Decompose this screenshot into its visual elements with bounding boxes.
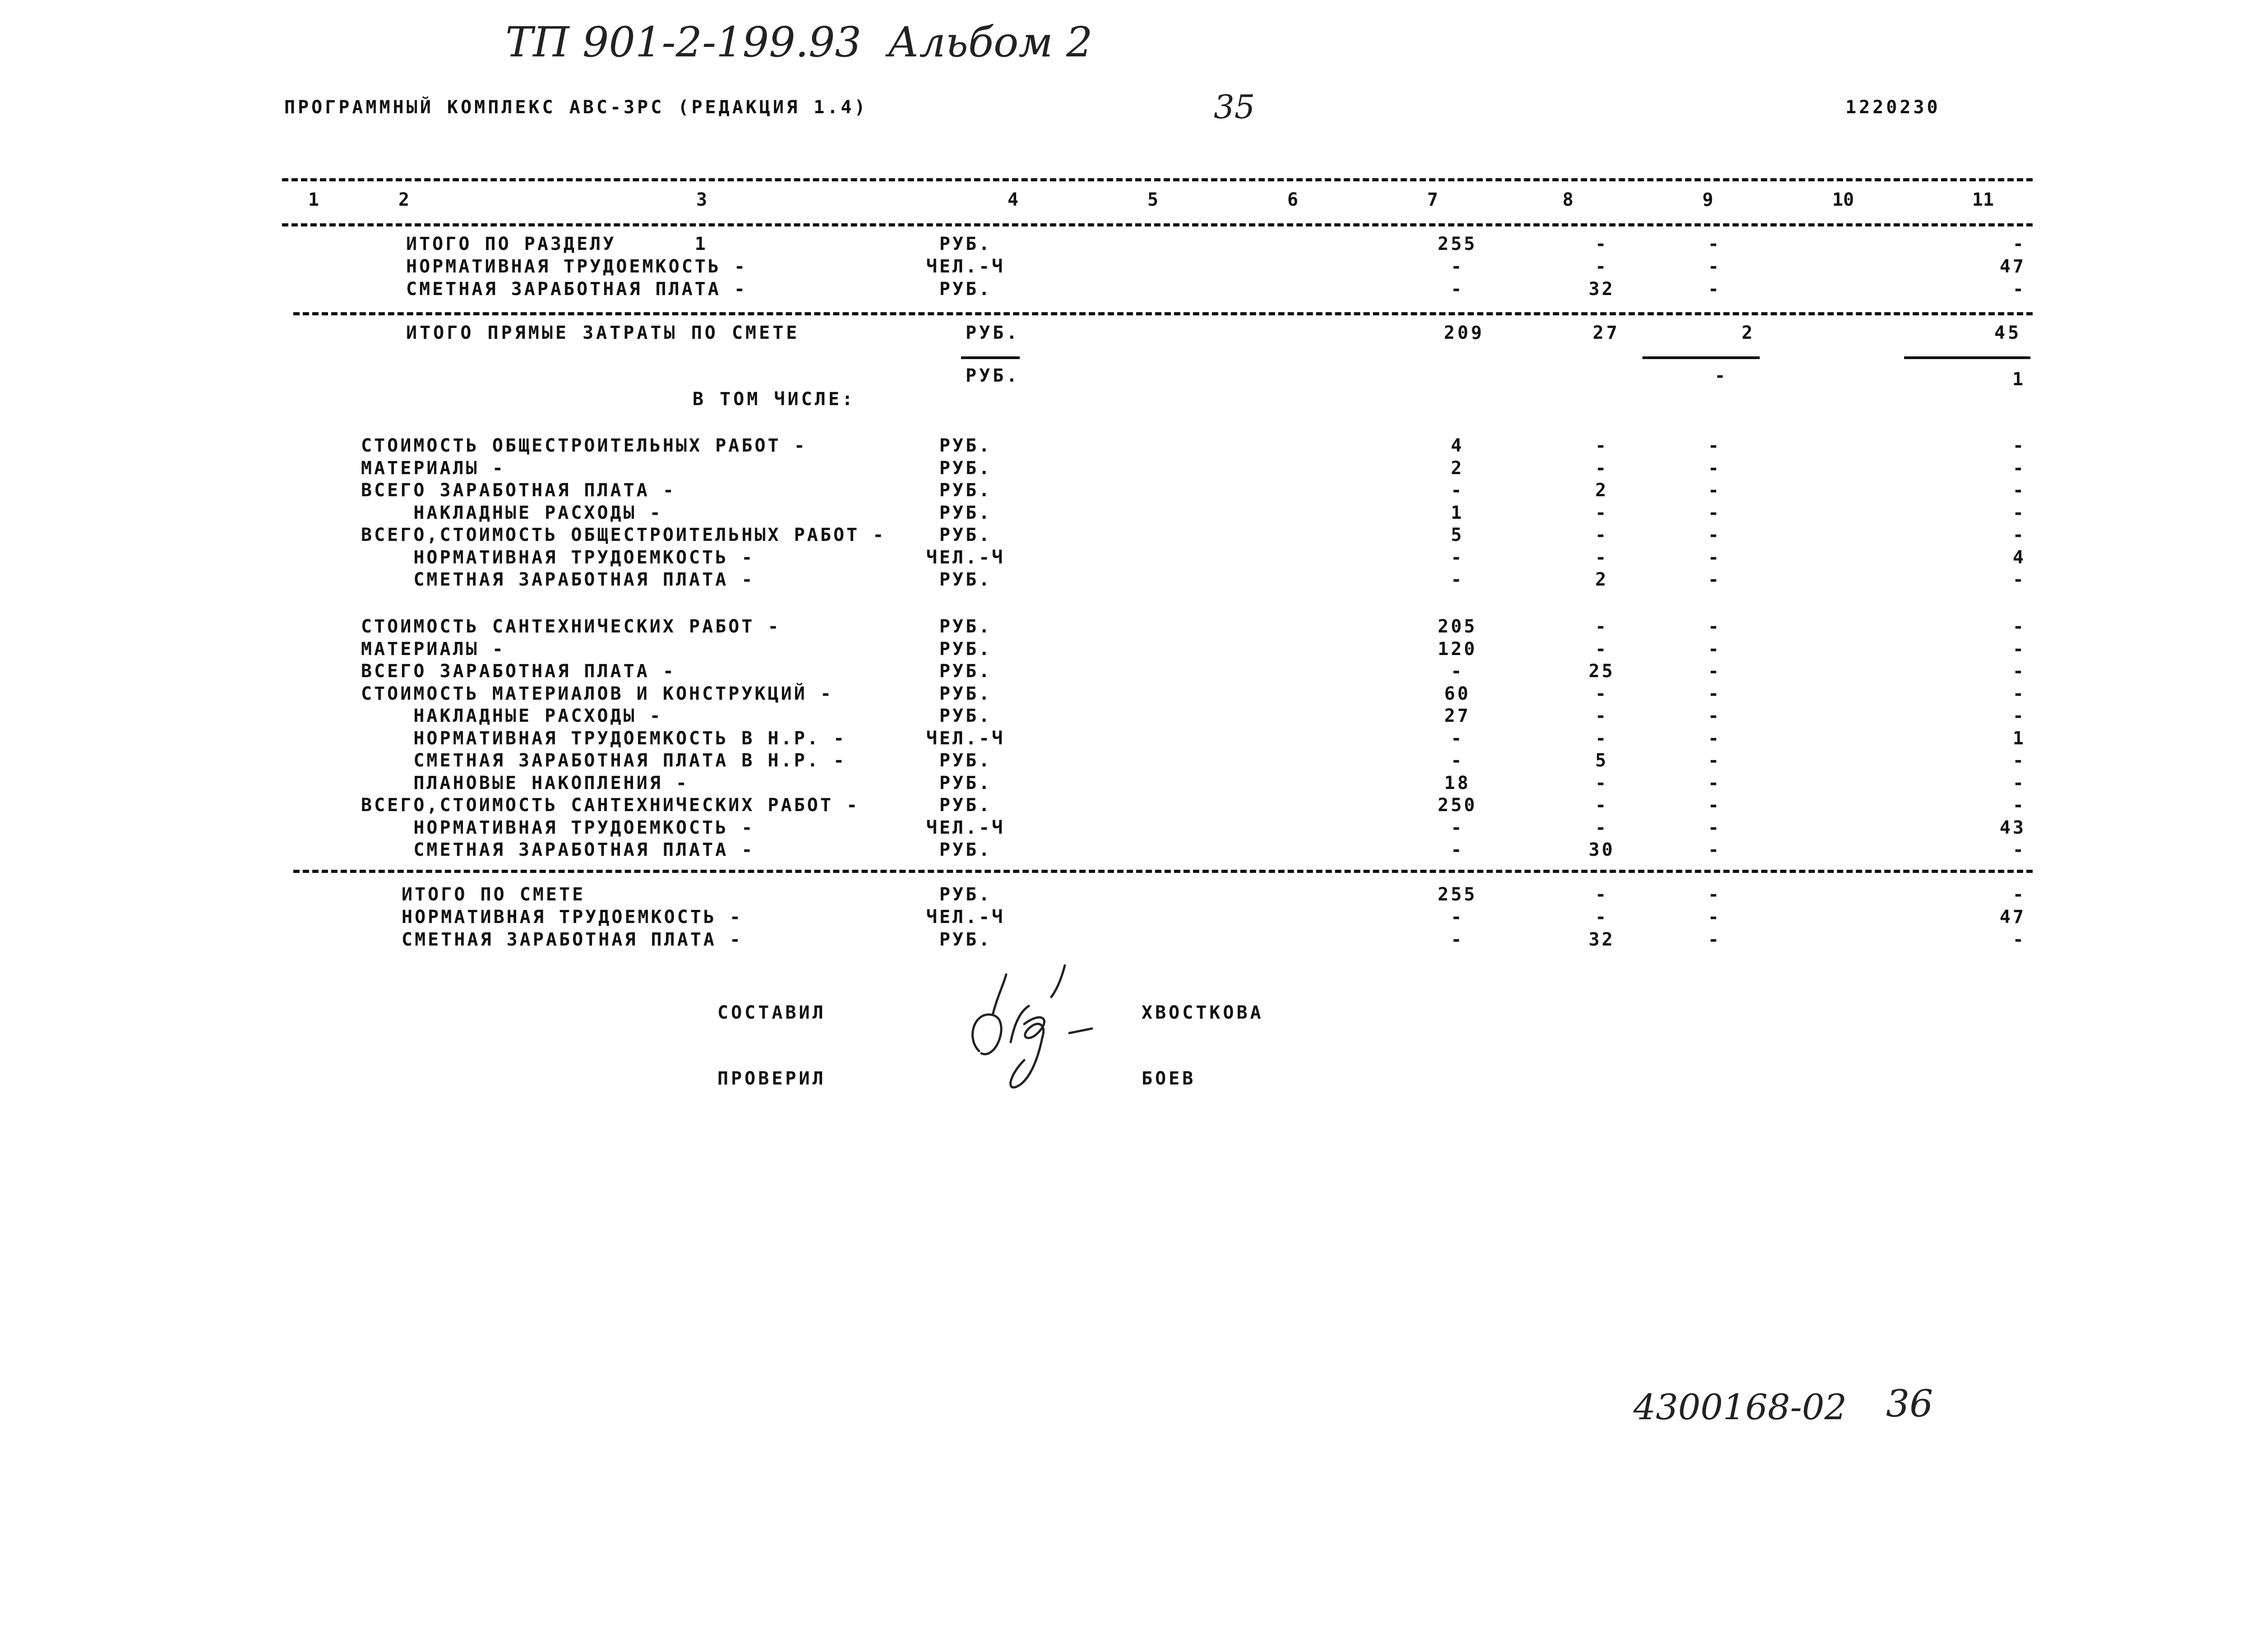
cell-c9: - (1708, 457, 1721, 479)
cell-label: ИТОГО ПО РАЗДЕЛУ 1 (406, 234, 708, 254)
cell-label: ИТОГО ПО СМЕТЕ (402, 884, 586, 905)
cell-c9: - (1708, 728, 1721, 749)
cell-c9: - (1708, 234, 1721, 254)
direct-costs-unit: РУБ. (966, 323, 1020, 343)
cell-c9: - (1708, 750, 1721, 771)
column-header-9: 9 (1702, 189, 1714, 210)
cell-unit: РУБ. (939, 435, 992, 456)
cell-c9: - (1708, 256, 1721, 277)
cell-label: ПЛАНОВЫЕ НАКОПЛЕНИЯ - (361, 772, 689, 794)
checked-name: БОЕВ (1142, 1068, 1196, 1089)
cell-label: ВСЕГО,СТОИМОСТЬ САНТЕХНИЧЕСКИХ РАБОТ - (361, 795, 860, 816)
cell-c8: - (1595, 435, 1609, 456)
cell-c8: - (1595, 795, 1609, 816)
cell-unit: РУБ. (939, 706, 992, 726)
table-row (0, 639, 2256, 661)
cell-c7: - (1451, 907, 1464, 928)
cell-label: СТОИМОСТЬ МАТЕРИАЛОВ И КОНСТРУКЦИЙ - (361, 683, 833, 704)
cell-c7: 4 (1451, 435, 1464, 456)
cell-c11: - (2012, 457, 2026, 479)
cell-c7: - (1451, 279, 1464, 300)
cell-c7: 60 (1444, 683, 1471, 704)
cell-c9: - (1708, 435, 1721, 456)
cell-c8: - (1595, 772, 1609, 794)
cell-c11: 47 (1999, 256, 2026, 277)
handwritten-signature (961, 956, 1114, 1092)
cell-unit: РУБ. (939, 638, 992, 660)
column-header-10: 10 (1832, 189, 1854, 210)
direct-costs-c11: 45 (1994, 323, 2022, 343)
cell-unit: РУБ. (939, 795, 992, 816)
cell-c9: - (1708, 907, 1721, 928)
cell-c11: - (2012, 884, 2026, 905)
cell-c7: - (1451, 661, 1464, 682)
document-code: 1220230 (1845, 97, 1941, 118)
cell-c8: - (1595, 525, 1609, 545)
cell-c11: - (2012, 279, 2026, 300)
cell-c7: - (1451, 569, 1464, 590)
table-row (0, 683, 2256, 706)
cell-label: МАТЕРИАЛЫ - (361, 638, 505, 660)
cell-label: ВСЕГО ЗАРАБОТНАЯ ПЛАТА - (361, 661, 676, 682)
cell-c9: - (1708, 840, 1721, 860)
column-header-8: 8 (1562, 189, 1574, 210)
cell-c9: - (1708, 795, 1721, 816)
cell-label: ВСЕГО,СТОИМОСТЬ ОБЩЕСТРОИТЕЛЬНЫХ РАБОТ - (361, 525, 886, 545)
table-row (0, 547, 2256, 570)
unit-underline (961, 356, 1020, 359)
cell-c11: - (2012, 502, 2026, 523)
cell-unit: РУБ. (939, 772, 992, 794)
cell-unit: РУБ. (939, 279, 992, 300)
cell-unit: РУБ. (939, 840, 992, 860)
program-name: ПРОГРАММНЫЙ КОМПЛЕКС АВС-ЗРС (РЕДАКЦИЯ 1.4) (284, 97, 868, 118)
cell-unit: ЧЕЛ.-Ч (926, 907, 1005, 928)
cell-c7: 27 (1444, 706, 1471, 726)
cell-c9: - (1708, 480, 1721, 501)
cell-c11: - (2012, 750, 2026, 771)
table-row (0, 256, 2256, 279)
table-row (0, 569, 2256, 592)
cell-c8: - (1595, 457, 1609, 479)
cell-c9: - (1708, 884, 1721, 905)
page-number: 35 (1214, 88, 1255, 126)
cell-unit: РУБ. (939, 683, 992, 704)
cell-c7: 1 (1451, 502, 1464, 523)
cell-c11: - (2012, 525, 2026, 545)
direct-costs-c7: 209 (1444, 323, 1485, 343)
cell-c9: - (1708, 279, 1721, 300)
cell-c9: - (1708, 638, 1721, 660)
cell-label: НОРМАТИВНАЯ ТРУДОЕМКОСТЬ - (361, 547, 755, 568)
table-row (0, 795, 2256, 817)
table-row (0, 840, 2256, 862)
col9-underline (1642, 356, 1760, 359)
cell-c11: - (2012, 569, 2026, 590)
cell-c8: - (1595, 234, 1609, 254)
cell-label: НОРМАТИВНАЯ ТРУДОЕМКОСТЬ - (402, 907, 743, 928)
cell-c7: - (1451, 547, 1464, 568)
direct-costs-label: ИТОГО ПРЯМЫЕ ЗАТРАТЫ ПО СМЕТЕ (406, 323, 800, 343)
table-row (0, 458, 2256, 480)
cell-unit: РУБ. (939, 661, 992, 682)
cell-c11: - (2012, 638, 2026, 660)
column-header-11: 11 (1972, 189, 1994, 210)
handwritten-inventory-code: 4300168-02 (1633, 1387, 1847, 1428)
column-header-7: 7 (1427, 189, 1438, 210)
cell-c9: - (1708, 929, 1721, 950)
cell-c7: 205 (1438, 616, 1477, 637)
cell-c9: - (1708, 525, 1721, 545)
direct-costs-unit-2: РУБ. (966, 365, 1020, 386)
cell-c9: - (1708, 772, 1721, 794)
cell-c8: - (1595, 706, 1609, 726)
cell-c11: 1 (2012, 728, 2026, 749)
cell-c8: 5 (1595, 750, 1609, 771)
table-row (0, 773, 2256, 795)
table-row (0, 279, 2256, 301)
cell-c11: - (2012, 929, 2026, 950)
cell-c7: - (1451, 728, 1464, 749)
table-row (0, 884, 2256, 907)
cell-c7: - (1451, 480, 1464, 501)
cell-unit: ЧЕЛ.-Ч (926, 547, 1005, 568)
cell-unit: РУБ. (939, 569, 992, 590)
cell-c11: - (2012, 661, 2026, 682)
cell-c8: - (1595, 884, 1609, 905)
table-row (0, 750, 2256, 773)
cell-label: МАТЕРИАЛЫ - (361, 457, 505, 479)
cell-c8: - (1595, 817, 1609, 838)
cell-label: СМЕТНАЯ ЗАРАБОТНАЯ ПЛАТА - (406, 279, 748, 300)
cell-c8: - (1595, 256, 1609, 277)
cell-unit: РУБ. (939, 480, 992, 501)
table-row (0, 503, 2256, 525)
cell-label: СМЕТНАЯ ЗАРАБОТНАЯ ПЛАТА - (361, 569, 755, 590)
table-row (0, 480, 2256, 503)
section-totals-rule (293, 312, 2033, 315)
column-header-1: 1 (308, 189, 319, 210)
cell-c9: - (1708, 683, 1721, 704)
direct-costs-c9-2: - (1715, 365, 1729, 386)
cell-label: СТОИМОСТЬ САНТЕХНИЧЕСКИХ РАБОТ - (361, 616, 781, 637)
table-row (0, 525, 2256, 547)
cell-unit: РУБ. (939, 884, 992, 905)
direct-costs-c11-2: 1 (2012, 369, 2026, 390)
cell-c11: - (2012, 234, 2026, 254)
cell-c9: - (1708, 706, 1721, 726)
cell-c8: - (1595, 907, 1609, 928)
table-row (0, 234, 2256, 256)
cell-c11: 4 (2012, 547, 2026, 568)
column-header-2: 2 (398, 189, 410, 210)
cell-c11: - (2012, 683, 2026, 704)
column-header-5: 5 (1147, 189, 1159, 210)
cell-label: НАКЛАДНЫЕ РАСХОДЫ - (361, 502, 663, 523)
cell-c8: 2 (1595, 480, 1609, 501)
cell-c8: 32 (1588, 929, 1615, 950)
cell-label: НАКЛАДНЫЕ РАСХОДЫ - (361, 706, 663, 726)
table-row (0, 616, 2256, 639)
cell-unit: РУБ. (939, 234, 992, 254)
cell-c11: - (2012, 840, 2026, 860)
cell-c8: 2 (1595, 569, 1609, 590)
cell-label: ВСЕГО ЗАРАБОТНАЯ ПЛАТА - (361, 480, 676, 501)
cell-label: СМЕТНАЯ ЗАРАБОТНАЯ ПЛАТА В Н.Р. - (361, 750, 847, 771)
cell-c11: - (2012, 480, 2026, 501)
cell-unit: ЧЕЛ.-Ч (926, 728, 1005, 749)
cell-c7: - (1451, 750, 1464, 771)
cell-c11: - (2012, 772, 2026, 794)
cell-label: СТОИМОСТЬ ОБЩЕСТРОИТЕЛЬНЫХ РАБОТ - (361, 435, 807, 456)
cell-unit: РУБ. (939, 750, 992, 771)
cell-c11: - (2012, 706, 2026, 726)
cell-c8: 32 (1588, 279, 1615, 300)
cell-unit: РУБ. (939, 525, 992, 545)
cell-label: СМЕТНАЯ ЗАРАБОТНАЯ ПЛАТА - (361, 840, 755, 860)
cell-c8: - (1595, 502, 1609, 523)
cell-label: НОРМАТИВНАЯ ТРУДОЕМКОСТЬ - (361, 817, 755, 838)
cell-c7: - (1451, 929, 1464, 950)
cell-c7: 5 (1451, 525, 1464, 545)
cell-c9: - (1708, 547, 1721, 568)
cell-c8: 25 (1588, 661, 1615, 682)
cell-unit: РУБ. (939, 616, 992, 637)
cell-c7: 255 (1438, 884, 1477, 905)
cell-c7: 250 (1438, 795, 1477, 816)
cell-c11: 47 (1999, 907, 2026, 928)
cell-c7: 2 (1451, 457, 1464, 479)
cell-c8: - (1595, 683, 1609, 704)
cell-c9: - (1708, 661, 1721, 682)
table-row (0, 435, 2256, 458)
cell-c8: - (1595, 638, 1609, 660)
handwritten-sheet-number: 36 (1886, 1383, 1933, 1426)
cell-c9: - (1708, 616, 1721, 637)
table-row (0, 817, 2256, 840)
table-row (0, 706, 2256, 728)
including-label: В ТОМ ЧИСЛЕ: (693, 389, 855, 410)
cell-c11: 43 (1999, 817, 2026, 838)
cell-unit: ЧЕЛ.-Ч (926, 817, 1005, 838)
cell-c11: - (2012, 435, 2026, 456)
table-row (0, 661, 2256, 683)
cell-c8: - (1595, 616, 1609, 637)
cell-c8: - (1595, 547, 1609, 568)
cell-unit: РУБ. (939, 457, 992, 479)
col11-underline (1904, 356, 2030, 359)
cell-label: СМЕТНАЯ ЗАРАБОТНАЯ ПЛАТА - (402, 929, 743, 950)
cell-label: НОРМАТИВНАЯ ТРУДОЕМКОСТЬ - (406, 256, 748, 277)
compiled-name: ХВОСТКОВА (1142, 1002, 1264, 1023)
cell-c7: 120 (1438, 638, 1477, 660)
cell-c8: 30 (1588, 840, 1615, 860)
table-row (0, 929, 2256, 952)
table-row (0, 728, 2256, 751)
cell-c7: 18 (1444, 772, 1471, 794)
cell-c8: - (1595, 728, 1609, 749)
column-header-6: 6 (1287, 189, 1299, 210)
handwritten-title: ТП 901-2-199.93 Альбом 2 (505, 18, 1093, 66)
cell-c7: - (1451, 817, 1464, 838)
cell-label: НОРМАТИВНАЯ ТРУДОЕМКОСТЬ В Н.Р. - (361, 728, 847, 749)
cell-c7: - (1451, 256, 1464, 277)
cell-c9: - (1708, 502, 1721, 523)
column-header-3: 3 (696, 189, 707, 210)
column-header-4: 4 (1007, 189, 1019, 210)
cell-unit: ЧЕЛ.-Ч (926, 256, 1005, 277)
direct-costs-c9: 2 (1742, 323, 1756, 343)
cell-unit: РУБ. (939, 929, 992, 950)
cell-c7: - (1451, 840, 1464, 860)
checked-label: ПРОВЕРИЛ (717, 1068, 826, 1089)
signature (961, 956, 1114, 1092)
cell-c11: - (2012, 795, 2026, 816)
cell-unit: РУБ. (939, 502, 992, 523)
direct-costs-c8: 27 (1593, 323, 1620, 343)
cell-c9: - (1708, 817, 1721, 838)
table-row (0, 907, 2256, 929)
compiled-label: СОСТАВИЛ (717, 1002, 826, 1023)
cell-c9: - (1708, 569, 1721, 590)
cell-c7: 255 (1438, 234, 1477, 254)
plumbing-works-rule (293, 870, 2033, 873)
cell-c11: - (2012, 616, 2026, 637)
